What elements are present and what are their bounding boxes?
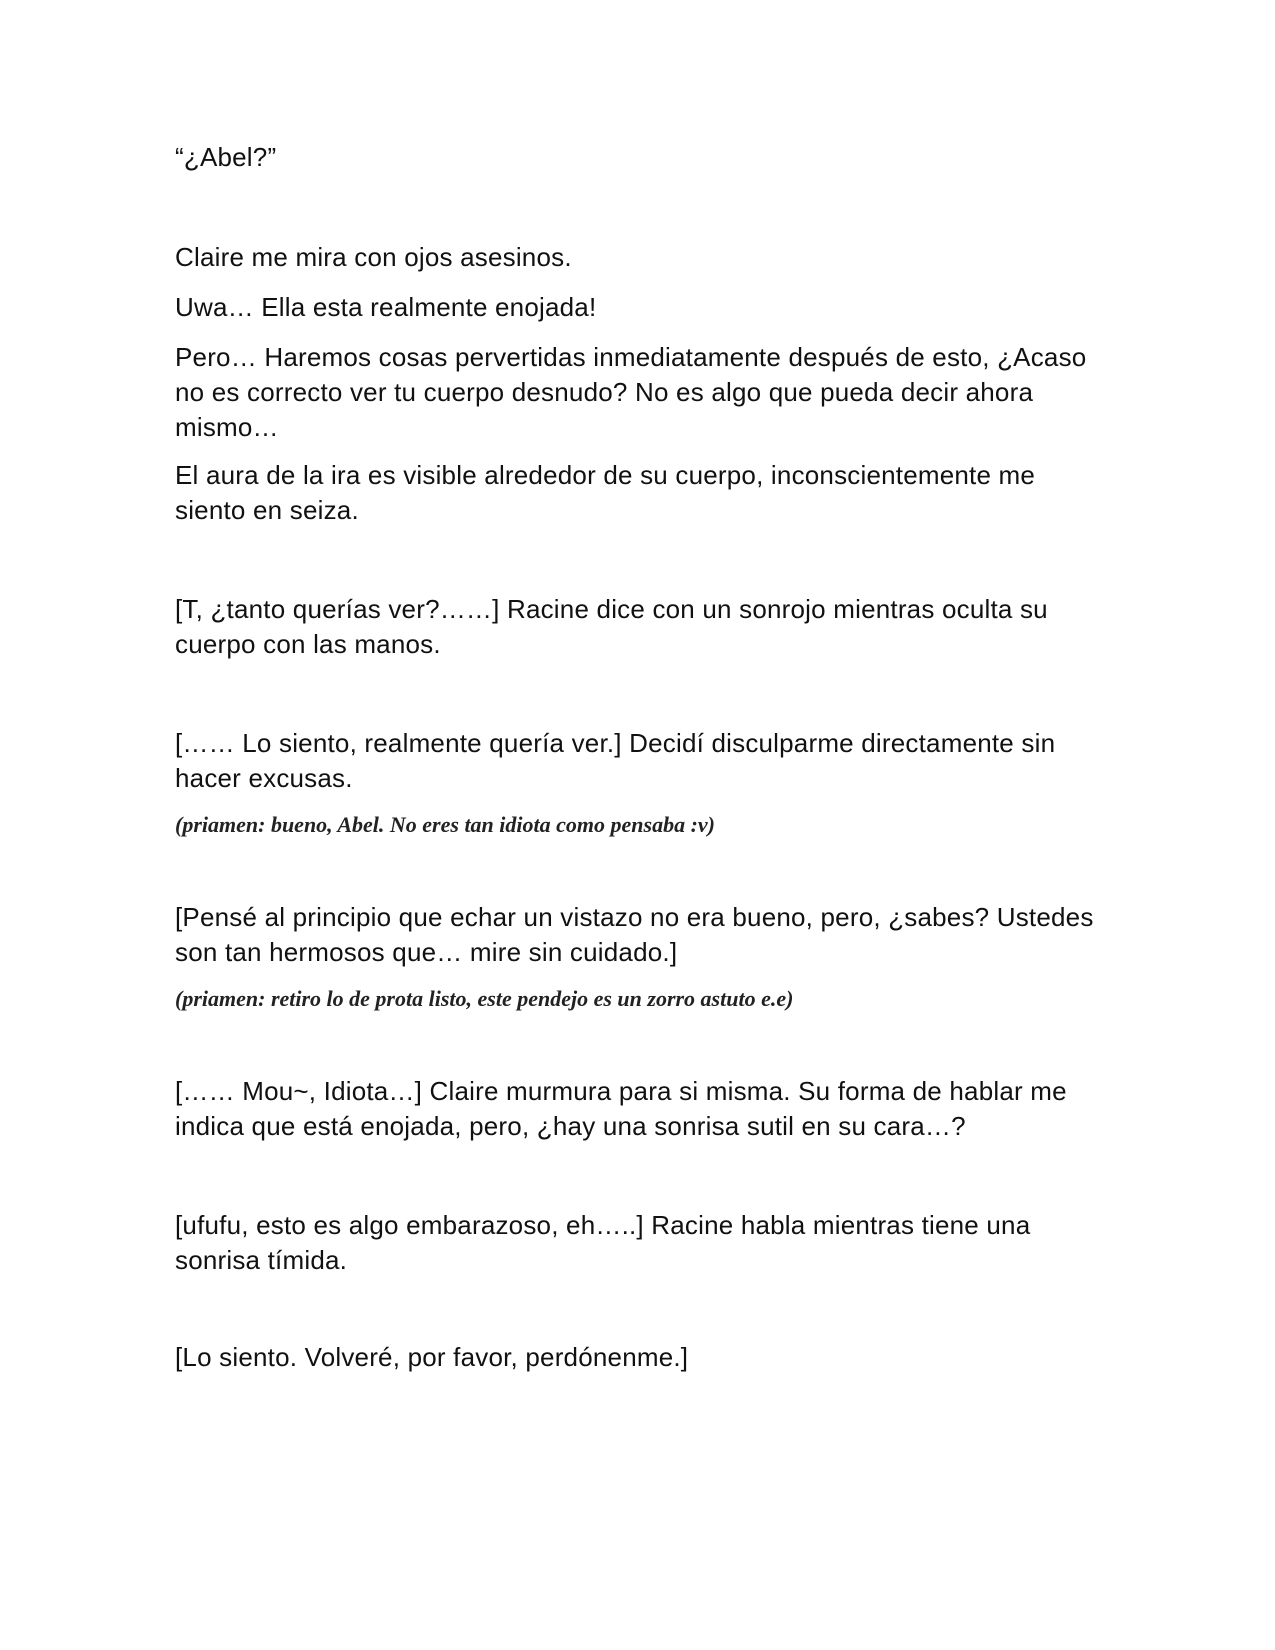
- paragraph-3: Uwa… Ella esta realmente enojada!: [175, 292, 597, 322]
- paragraph-9: […… Mou~, Idiota…] Claire murmura para si misma. Su forma de hablar me indica que está enojada, pero, ¿hay una sonrisa sutil en su cara…?: [175, 1076, 1067, 1141]
- paragraph-1: “¿Abel?”: [175, 142, 277, 172]
- paragraph-8: [Pensé al principio que echar un vistazo no era bueno, pero, ¿sabes? Ustedes son tan hermosos que… mire sin cuidado.]: [175, 902, 1094, 967]
- paragraph-7: […… Lo siento, realmente quería ver.] Decidí disculparme directamente sin hacer excusas.: [175, 728, 1056, 793]
- paragraph-10: [ufufu, esto es algo embarazoso, eh…..] Racine habla mientras tiene una sonrisa tímida.: [175, 1210, 1031, 1275]
- translator-note-2: (priamen: retiro lo de prota listo, este pendejo es un zorro astuto e.e): [175, 986, 794, 1011]
- paragraph-2: Claire me mira con ojos asesinos.: [175, 242, 572, 272]
- paragraph-4: Pero… Haremos cosas pervertidas inmediatamente después de esto, ¿Acaso no es correcto ver tu cuerpo desnudo? No es algo que pueda decir ahora mismo…: [175, 342, 1087, 442]
- paragraph-6: [T, ¿tanto querías ver?……] Racine dice con un sonrojo mientras oculta su cuerpo con las manos.: [175, 594, 1048, 659]
- paragraph-5: El aura de la ira es visible alrededor de su cuerpo, inconscientemente me siento en seiza.: [175, 460, 1036, 525]
- translator-note-1: (priamen: bueno, Abel. No eres tan idiota como pensaba :v): [175, 812, 715, 837]
- paragraph-11: [Lo siento. Volveré, por favor, perdónenme.]: [175, 1342, 689, 1372]
